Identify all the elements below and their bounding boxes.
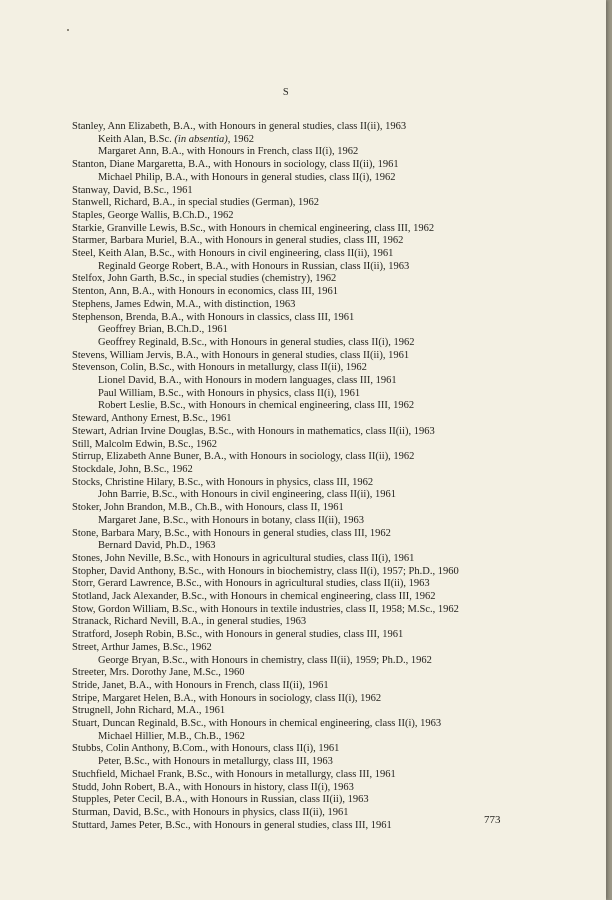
entry-text: Stride, Janet, B.A., with Honours in French, class II(ii), 1961	[72, 679, 329, 691]
entry-italic-note: (in absentia)	[174, 133, 228, 145]
entry-text: Geoffrey Reginald, B.Sc., with Honours in general studies, class II(i), 1962	[98, 336, 415, 348]
list-entry	[72, 807, 506, 820]
list-entry	[72, 718, 506, 731]
entry-text: Paul William, B.Sc., with Honours in physics, class II(i), 1961	[98, 387, 361, 399]
entry-text: George Bryan, B.Sc., with Honours in chemistry, class II(ii), 1959; Ph.D., 1962	[98, 654, 432, 666]
list-entry	[72, 604, 506, 617]
list-entry	[72, 629, 506, 642]
entry-text: Starmer, Barbara Muriel, B.A., with Honours in general studies, class III, 1962	[72, 235, 404, 247]
entry-text: Stow, Gordon William, B.Sc., with Honours in textile industries, class II, 1958; M.Sc., 1962	[72, 603, 459, 615]
entry-text: Stanwell, Richard, B.A., in special studies (German), 1962	[72, 197, 319, 209]
list-entry	[72, 350, 506, 363]
list-entry	[72, 451, 506, 464]
entry-text: Stranack, Richard Nevill, B.A., in general studies, 1963	[72, 616, 307, 628]
entry-text: Stripe, Margaret Helen, B.A., with Honours in sociology, class II(i), 1962	[72, 692, 382, 704]
list-entry	[72, 223, 506, 236]
entry-text: Margaret Jane, B.Sc., with Honours in botany, class II(ii), 1963	[98, 514, 364, 526]
list-entry	[72, 121, 506, 134]
entry-text: Stone, Barbara Mary, B.Sc., with Honours in general studies, class III, 1962	[72, 527, 391, 539]
list-entry	[72, 159, 506, 172]
entry-text: Strugnell, John Richard, M.A., 1961	[72, 705, 226, 717]
entry-text: Sturman, David, B.Sc., with Honours in physics, class II(ii), 1961	[72, 806, 349, 818]
entry-text: Stuart, Duncan Reginald, B.Sc., with Honours in chemical engineering, class II(i), 1963	[72, 718, 442, 730]
entry-text: Stanley, Ann Elizabeth, B.A., with Honours in general studies, class II(ii), 1963	[72, 121, 407, 132]
entry-text: Stirrup, Elizabeth Anne Buner, B.A., with Honours in sociology, class II(ii), 1962	[72, 451, 415, 463]
list-entry	[72, 362, 506, 375]
entry-text: Stupples, Peter Cecil, B.A., with Honours in Russian, class II(ii), 1963	[72, 794, 369, 806]
entry-text: Geoffrey Brian, B.Ch.D., 1961	[98, 324, 228, 336]
list-entry	[72, 680, 506, 693]
entry-text: Studd, John Robert, B.A., with Honours in history, class II(i), 1963	[72, 781, 354, 793]
list-entry	[72, 591, 506, 604]
entry-text: Stotland, Jack Alexander, B.Sc., with Honours in chemical engineering, class III, 1962	[72, 591, 436, 603]
list-subentry	[72, 756, 506, 769]
entry-text: Keith Alan, B.Sc.	[98, 133, 175, 145]
entry-text: Stones, John Neville, B.Sc., with Honours in agricultural studies, class II(i), 1961	[72, 552, 415, 564]
list-entry	[72, 273, 506, 286]
list-entry	[72, 769, 506, 782]
entry-text: Stopher, David Anthony, B.Sc., with Honours in biochemistry, class II(i), 1957; Ph.D., 1960	[72, 565, 459, 577]
list-subentry	[72, 489, 506, 502]
list-entry	[72, 820, 506, 833]
entry-text: Stephenson, Brenda, B.A., with Honours in classics, class III, 1961	[72, 311, 355, 323]
list-entry	[72, 642, 506, 655]
list-entry	[72, 248, 506, 261]
entry-text: Storr, Gerard Lawrence, B.Sc., with Honours in agricultural studies, class II(ii), 1963	[72, 578, 430, 590]
list-entry	[72, 794, 506, 807]
entry-text: Stuchfield, Michael Frank, B.Sc., with Honours in metallurgy, class III, 1961	[72, 768, 396, 780]
entry-text: Still, Malcolm Edwin, B.Sc., 1962	[72, 438, 217, 450]
list-entry	[72, 502, 506, 515]
list-entry	[72, 197, 506, 210]
list-entry	[72, 616, 506, 629]
list-subentry	[72, 134, 506, 147]
entry-text: Stevenson, Colin, B.Sc., with Honours in metallurgy, class II(ii), 1962	[72, 362, 367, 374]
entry-text: Stanway, David, B.Sc., 1961	[72, 184, 193, 196]
list-entry	[72, 566, 506, 579]
list-entry	[72, 210, 506, 223]
list-entry	[72, 426, 506, 439]
list-entry	[72, 667, 506, 680]
list-subentry	[72, 337, 506, 350]
entry-text: Stelfox, John Garth, B.Sc., in special studies (chemistry), 1962	[72, 273, 337, 285]
list-subentry	[72, 388, 506, 401]
list-subentry	[72, 375, 506, 388]
entry-text: Stanton, Diane Margaretta, B.A., with Honours in sociology, class II(ii), 1961	[72, 159, 399, 171]
list-subentry	[72, 515, 506, 528]
list-subentry	[72, 261, 506, 274]
entry-text: Stephens, James Edwin, M.A., with distinction, 1963	[72, 298, 296, 310]
entry-text: Peter, B.Sc., with Honours in metallurgy, class III, 1963	[98, 756, 333, 768]
page-number: 773	[484, 814, 501, 826]
stray-ink-mark	[67, 29, 69, 31]
list-entry	[72, 185, 506, 198]
list-subentry	[72, 146, 506, 159]
list-subentry	[72, 324, 506, 337]
entry-text: Stevens, William Jervis, B.A., with Honours in general studies, class II(ii), 1961	[72, 349, 410, 361]
entry-text: Starkie, Granville Lewis, B.Sc., with Honours in chemical engineering, class III, 1962	[72, 222, 435, 234]
entry-text: Reginald George Robert, B.A., with Honours in Russian, class II(ii), 1963	[98, 260, 410, 272]
graduate-list	[72, 121, 506, 832]
entry-text: Lionel David, B.A., with Honours in modern languages, class III, 1961	[98, 375, 397, 387]
list-subentry	[72, 172, 506, 185]
list-entry	[72, 693, 506, 706]
list-entry	[72, 782, 506, 795]
entry-text: Street, Arthur James, B.Sc., 1962	[72, 641, 212, 653]
list-entry	[72, 705, 506, 718]
entry-text: Stocks, Christine Hilary, B.Sc., with Honours in physics, class III, 1962	[72, 476, 374, 488]
entry-text: Stuttard, James Peter, B.Sc., with Honours in general studies, class III, 1961	[72, 819, 392, 831]
list-entry	[72, 464, 506, 477]
entry-text: Steel, Keith Alan, B.Sc., with Honours in civil engineering, class II(ii), 1961	[72, 248, 394, 260]
list-entry	[72, 743, 506, 756]
list-entry	[72, 312, 506, 325]
list-entry	[72, 235, 506, 248]
entry-text: Stenton, Ann, B.A., with Honours in economics, class III, 1961	[72, 286, 338, 298]
list-entry	[72, 286, 506, 299]
entry-text: Margaret Ann, B.A., with Honours in French, class II(i), 1962	[98, 146, 359, 158]
entry-text-tail: , 1962	[227, 133, 255, 145]
list-entry	[72, 578, 506, 591]
list-entry	[72, 299, 506, 312]
entry-text: Stewart, Adrian Irvine Douglas, B.Sc., with Honours in mathematics, class II(ii), 1963	[72, 425, 435, 437]
entry-text: Stubbs, Colin Anthony, B.Com., with Honours, class II(i), 1961	[72, 743, 340, 755]
list-entry	[72, 439, 506, 452]
list-subentry	[72, 540, 506, 553]
entry-text: Robert Leslie, B.Sc., with Honours in chemical engineering, class III, 1962	[98, 400, 415, 412]
entry-text: Stoker, John Brandon, M.B., Ch.B., with Honours, class II, 1961	[72, 502, 344, 514]
entry-text: Steward, Anthony Ernest, B.Sc., 1961	[72, 413, 232, 425]
entry-text: Bernard David, Ph.D., 1963	[98, 540, 216, 552]
list-entry	[72, 413, 506, 426]
entry-text: Michael Philip, B.A., with Honours in general studies, class II(i), 1962	[98, 171, 396, 183]
list-entry	[72, 477, 506, 490]
section-letter: S	[282, 87, 290, 98]
entry-text: Stratford, Joseph Robin, B.Sc., with Honours in general studies, class III, 1961	[72, 629, 404, 641]
list-subentry	[72, 655, 506, 668]
entry-text: John Barrie, B.Sc., with Honours in civil engineering, class II(ii), 1961	[98, 489, 397, 501]
list-subentry	[72, 731, 506, 744]
list-entry	[72, 528, 506, 541]
list-entry	[72, 553, 506, 566]
entry-text: Streeter, Mrs. Dorothy Jane, M.Sc., 1960	[72, 667, 245, 679]
entry-text: Michael Hillier, M.B., Ch.B., 1962	[98, 730, 245, 742]
list-subentry	[72, 400, 506, 413]
entry-text: Staples, George Wallis, B.Ch.D., 1962	[72, 209, 234, 221]
entry-text: Stockdale, John, B.Sc., 1962	[72, 463, 193, 475]
